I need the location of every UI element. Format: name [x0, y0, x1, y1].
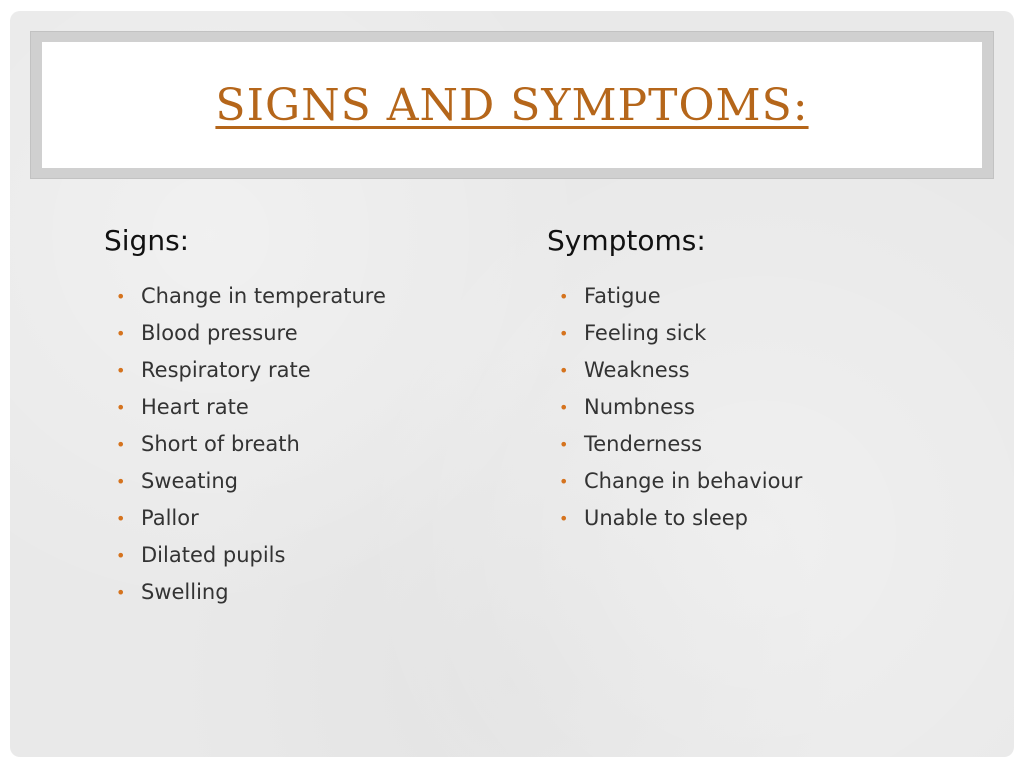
signs-column — [104, 224, 504, 611]
list-item — [559, 352, 967, 389]
bullet-icon: • — [559, 324, 569, 343]
list-item — [559, 426, 967, 463]
bullet-icon: • — [559, 361, 569, 380]
list-item-text: Fatigue — [584, 284, 661, 308]
list-item — [116, 574, 504, 611]
title-box — [42, 42, 982, 168]
list-item-text: Numbness — [584, 395, 695, 419]
list-item-text: Weakness — [584, 358, 690, 382]
list-item — [559, 315, 967, 352]
slide — [10, 11, 1014, 757]
signs-list — [104, 278, 504, 611]
list-item-text: Short of breath — [141, 432, 300, 456]
list-item-text: Respiratory rate — [141, 358, 311, 382]
list-item — [116, 463, 504, 500]
bullet-icon: • — [559, 435, 569, 454]
title-band — [30, 31, 994, 179]
list-item — [559, 500, 967, 537]
bullet-icon: • — [116, 435, 126, 454]
bullet-icon: • — [116, 509, 126, 528]
list-item-text: Swelling — [141, 580, 229, 604]
bullet-icon: • — [116, 361, 126, 380]
list-item-text: Unable to sleep — [584, 506, 749, 530]
list-item-text: Change in temperature — [141, 284, 386, 308]
list-item-text: Dilated pupils — [141, 543, 286, 567]
signs-heading: Signs: — [104, 224, 190, 257]
list-item-text: Sweating — [141, 469, 239, 493]
list-item-text: Pallor — [141, 506, 199, 530]
bullet-icon: • — [116, 546, 126, 565]
list-item — [116, 389, 504, 426]
list-item-text: Tenderness — [584, 432, 703, 456]
list-item — [559, 389, 967, 426]
bullet-icon: • — [559, 509, 569, 528]
list-item — [116, 352, 504, 389]
list-item-text: Change in behaviour — [584, 469, 803, 493]
list-item — [559, 463, 967, 500]
bullet-icon: • — [116, 472, 126, 491]
list-item — [559, 278, 967, 315]
bullet-icon: • — [116, 398, 126, 417]
list-item — [116, 426, 504, 463]
symptoms-column — [547, 224, 967, 537]
bullet-icon: • — [559, 287, 569, 306]
list-item — [116, 500, 504, 537]
list-item — [116, 537, 504, 574]
bullet-icon: • — [559, 398, 569, 417]
bullet-icon: • — [116, 324, 126, 343]
bullet-icon: • — [116, 583, 126, 602]
bullet-icon: • — [559, 472, 569, 491]
slide-title: SIGNS AND SYMPTOMS: — [215, 79, 809, 131]
symptoms-heading: Symptoms: — [547, 224, 706, 257]
symptoms-list — [547, 278, 967, 537]
list-item-text: Feeling sick — [584, 321, 707, 345]
bullet-icon: • — [116, 287, 126, 306]
list-item — [116, 278, 504, 315]
list-item-text: Blood pressure — [141, 321, 298, 345]
list-item-text: Heart rate — [141, 395, 249, 419]
list-item — [116, 315, 504, 352]
